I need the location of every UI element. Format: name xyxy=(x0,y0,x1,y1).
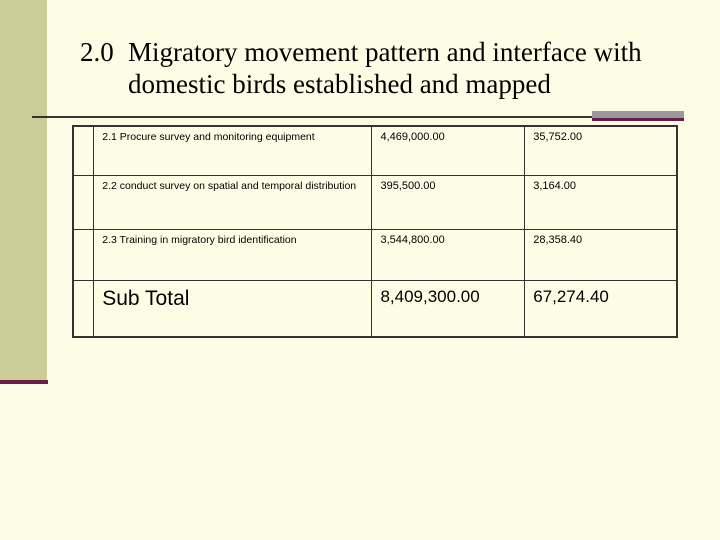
row-amount-2: 28,358.40 xyxy=(525,230,677,281)
subtotal-row xyxy=(73,281,677,338)
row-gutter-cell xyxy=(73,126,94,176)
divider-accent-purple xyxy=(592,118,684,121)
title-number: 2.0 xyxy=(80,37,114,67)
row-amount-1: 4,469,000.00 xyxy=(372,126,525,176)
table-row xyxy=(73,230,677,281)
budget-table xyxy=(72,125,678,338)
table-row xyxy=(73,126,677,176)
row-description: 2.2 conduct survey on spatial and temporal distribution xyxy=(94,176,372,230)
left-bar-accent xyxy=(0,380,48,384)
subtotal-amount-1: 8,409,300.00 xyxy=(372,281,525,338)
title-divider xyxy=(32,116,592,118)
row-amount-2: 35,752.00 xyxy=(525,126,677,176)
row-amount-2: 3,164.00 xyxy=(525,176,677,230)
row-gutter-cell xyxy=(73,230,94,281)
slide-title xyxy=(80,36,700,100)
title-line-2: domestic birds established and mapped xyxy=(128,69,551,99)
row-description: 2.3 Training in migratory bird identification xyxy=(94,230,372,281)
row-amount-1: 395,500.00 xyxy=(372,176,525,230)
row-gutter-cell xyxy=(73,281,94,338)
table-row xyxy=(73,176,677,230)
divider-accent-gray xyxy=(592,111,684,118)
row-gutter-cell xyxy=(73,176,94,230)
row-description: 2.1 Procure survey and monitoring equipment xyxy=(94,126,372,176)
title-line-1: Migratory movement pattern and interface with xyxy=(128,37,642,67)
subtotal-amount-2: 67,274.40 xyxy=(525,281,677,338)
left-decorative-bar xyxy=(0,0,47,380)
subtotal-label: Sub Total xyxy=(94,281,372,338)
row-amount-1: 3,544,800.00 xyxy=(372,230,525,281)
